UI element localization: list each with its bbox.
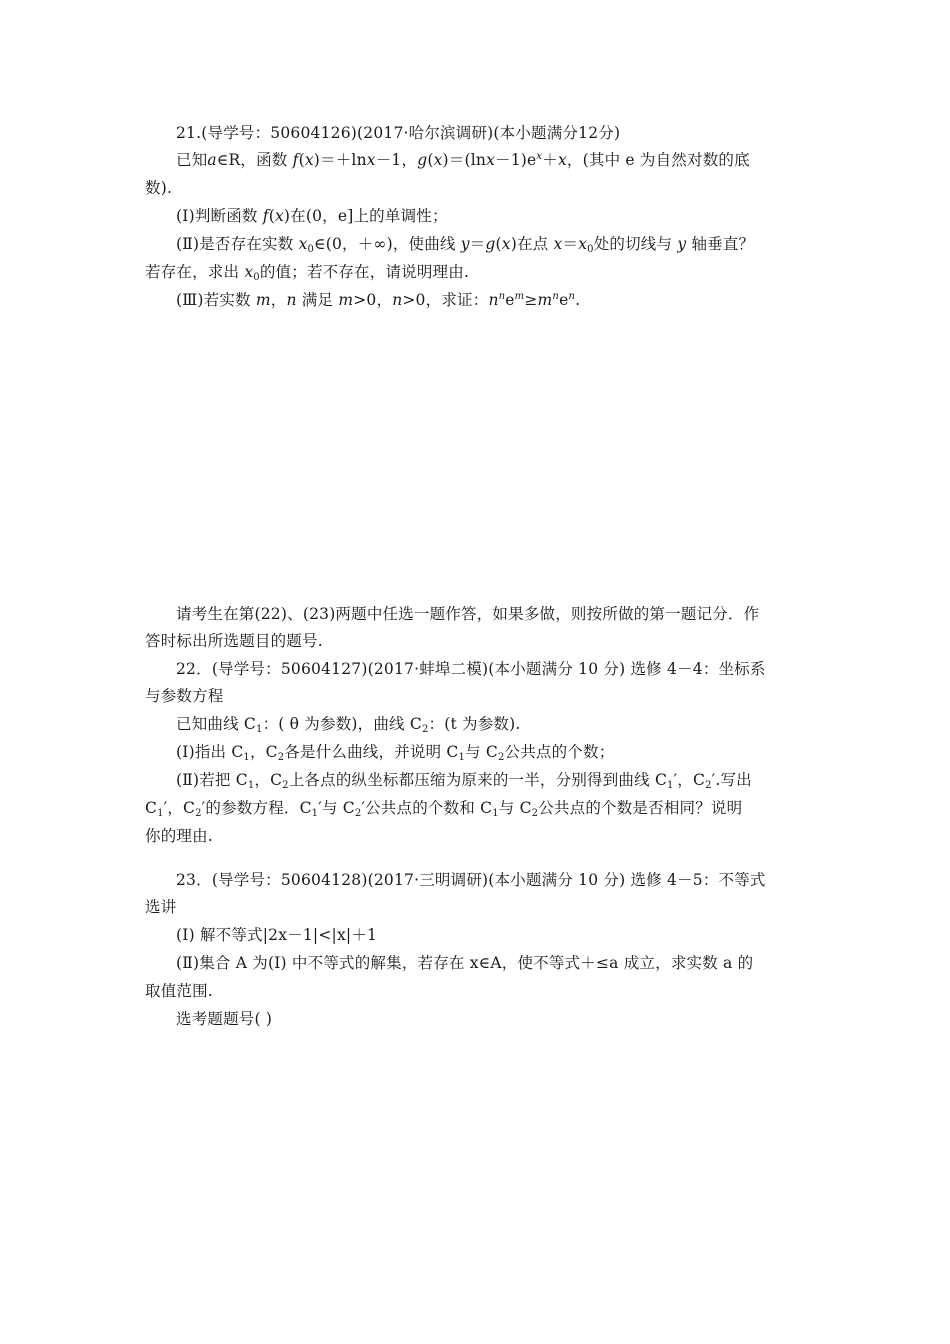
q22-header-line2: 与参数方程: [145, 687, 224, 705]
q22-header: 22．(导学号：50604127)(2017·蚌埠二模)(本小题满分 10 分) 选修 4－4：坐标系: [176, 660, 766, 678]
q21-part1: (Ⅰ)判断函数 f(x)在(0，e]上的单调性；: [176, 207, 448, 225]
q21-part2-line2: 若存在，求出 $x_0$的值；若不存在，请说明理由.: [145, 263, 470, 283]
q21-given: 已知a∈R，函数 f(x)＝＋lnx－1，$g(x)=(\ln x-1)e^x+x$，(其中 e 为自然对数的底: [176, 151, 750, 169]
notice-line1: 请考生在第(22)、(23)两题中任选一题作答，如果多做，则按所做的第一题记分．作: [176, 605, 760, 623]
q21-header: 21.(导学号：50604126)(2017·哈尔滨调研)(本小题满分12分): [176, 124, 621, 142]
q21-given-line2: 数).: [145, 179, 173, 197]
q23-part2: (Ⅱ)集合 A 为(Ⅰ) 中不等式的解集，若存在 x∈A，使不等式＋≤a 成立，求实数 a 的: [176, 954, 754, 972]
q22-given: 已知曲线 $C_1$：( θ 为参数)，曲线 $C_2$：(t 为参数).: [176, 715, 521, 735]
q23-part2-line2: 取值范围.: [145, 982, 213, 1000]
notice-line2: 答时标出所选题目的题号.: [145, 632, 323, 650]
q22-part2-line3: 你的理由.: [145, 827, 213, 845]
q23-header: 23．(导学号：50604128)(2017·三明调研)(本小题满分 10 分) 选修 4－5：不等式: [176, 871, 766, 889]
q21-part2: (Ⅱ)是否存在实数 $x_0\in(0$，＋∞)，使曲线 y＝g(x)在点 $x=x_0$处的切线与 y 轴垂直？: [176, 235, 755, 255]
answer-choice-label: 选考题题号( ): [176, 1010, 273, 1028]
q21-part3: (Ⅲ)若实数 m，n 满足 m>0，n>0，求证：$n^ne^m\ge m^ne^n$.: [176, 291, 581, 309]
q22-part2-line2: $C_1'$，$C_2'$的参数方程．$C_1'$与 $C_2'$公共点的个数和 $C_1$与 $C_2$公共点的个数是否相同？说明: [145, 799, 743, 819]
q22-part1: (Ⅰ)指出 $C_1$，$C_2$各是什么曲线，并说明 $C_1$与 $C_2$公共点的个数；: [176, 743, 615, 763]
q22-part2: (Ⅱ)若把 $C_1$，$C_2$上各点的纵坐标都压缩为原来的一半，分别得到曲线 $C_1'$，$C_2'$.写出: [176, 771, 752, 791]
q23-part1: (Ⅰ) 解不等式|2x－1|<|x|＋1: [176, 926, 378, 944]
q23-header-line2: 选讲: [145, 898, 177, 916]
